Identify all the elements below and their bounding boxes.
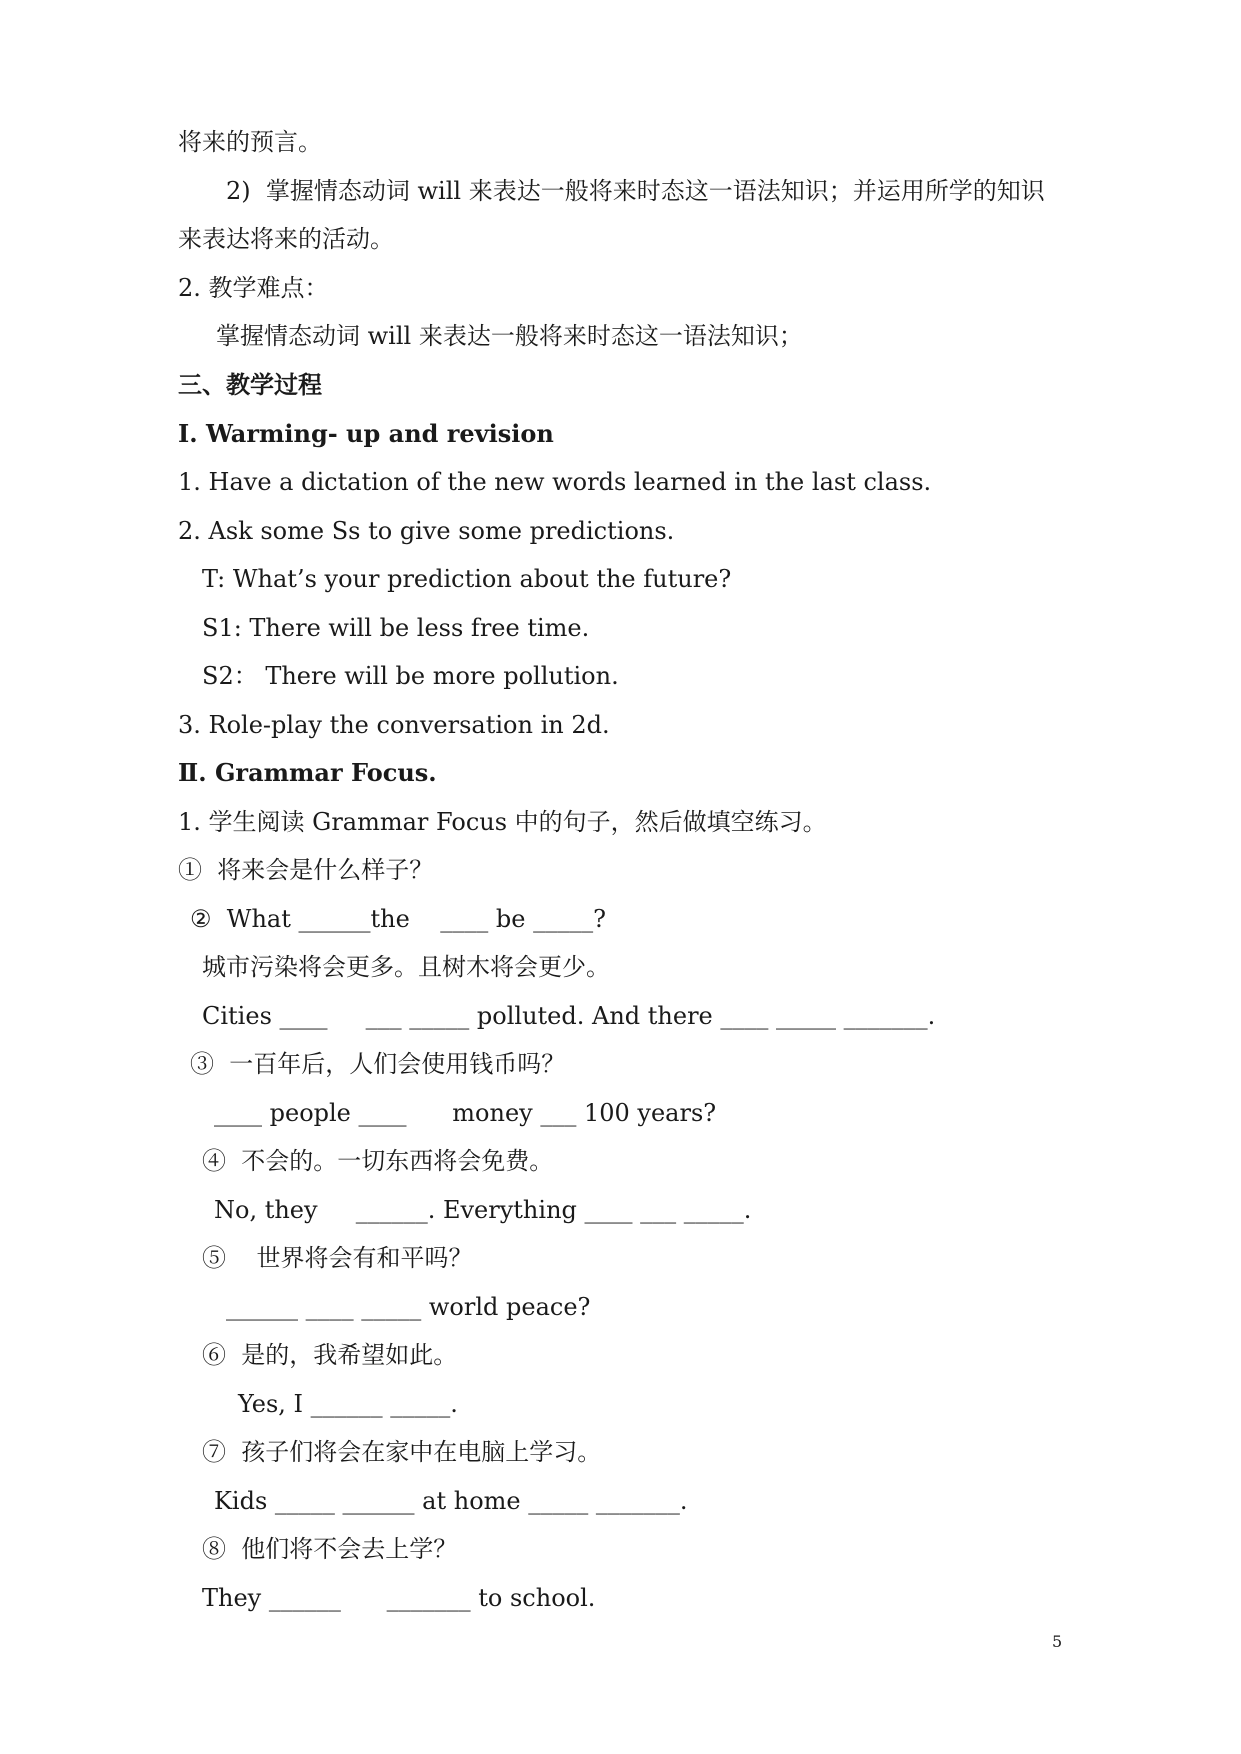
- text-line: ____ people ____ money ___ 100 years?: [214, 1099, 717, 1127]
- text-line: Yes, I ______ _____.: [238, 1390, 458, 1418]
- exercise-item: ④ 不会的。一切东西将会免费。: [202, 1147, 554, 1175]
- text-line: Cities ____ ___ _____ polluted. And there ____ _____ _______.: [202, 1002, 936, 1030]
- section-heading: Ⅱ. Grammar Focus.: [178, 758, 437, 787]
- exercise-item: ① 将来会是什么样子？: [178, 856, 434, 884]
- text-line: 1. 学生阅读 Grammar Focus 中的句子，然后做填空练习。: [178, 808, 827, 836]
- text-line: ______ ____ _____ world peace?: [226, 1293, 591, 1321]
- text-line: 掌握情态动词 will 来表达一般将来时态这一语法知识；: [216, 322, 803, 350]
- exercise-item: ③ 一百年后，人们会使用钱币吗？: [190, 1050, 566, 1078]
- text-line: 2. Ask some Ss to give some predictions.: [178, 517, 675, 545]
- text-line: 城市污染将会更多。且树木将会更少。: [202, 953, 610, 981]
- text-line: 3. Role-play the conversation in 2d.: [178, 711, 610, 739]
- text-line: T: What’s your prediction about the future?: [202, 565, 732, 593]
- text-line: S1: There will be less free time.: [202, 614, 590, 642]
- section-heading: Ⅰ. Warming- up and revision: [178, 419, 554, 448]
- page-number: 5: [1052, 1632, 1063, 1651]
- text-line: 来表达将来的活动。: [178, 225, 394, 253]
- text-line: 2) 掌握情态动词 will 来表达一般将来时态这一语法知识；并运用所学的知识: [226, 177, 1045, 205]
- text-line: 2. 教学难点：: [178, 274, 329, 302]
- exercise-item: ⑤ 世界将会有和平吗？: [202, 1244, 473, 1272]
- exercise-item: ⑦ 孩子们将会在家中在电脑上学习。: [202, 1438, 602, 1466]
- text-line: Kids _____ ______ at home _____ _______.: [214, 1487, 688, 1515]
- text-line: They ______ _______ to school.: [202, 1584, 596, 1612]
- exercise-item: ⑥ 是的，我希望如此。: [202, 1341, 458, 1369]
- text-line: No, they ______. Everything ____ ___ _____.: [214, 1196, 752, 1224]
- text-line: 将来的预言。: [178, 128, 322, 156]
- exercise-item: ⑧ 他们将不会去上学？: [202, 1535, 458, 1563]
- section-heading: 三、教学过程: [178, 370, 322, 399]
- exercise-item: ② What ______the ____ be _____?: [190, 905, 606, 933]
- text-line: S2： There will be more pollution.: [202, 662, 619, 690]
- text-line: 1. Have a dictation of the new words learned in the last class.: [178, 468, 932, 496]
